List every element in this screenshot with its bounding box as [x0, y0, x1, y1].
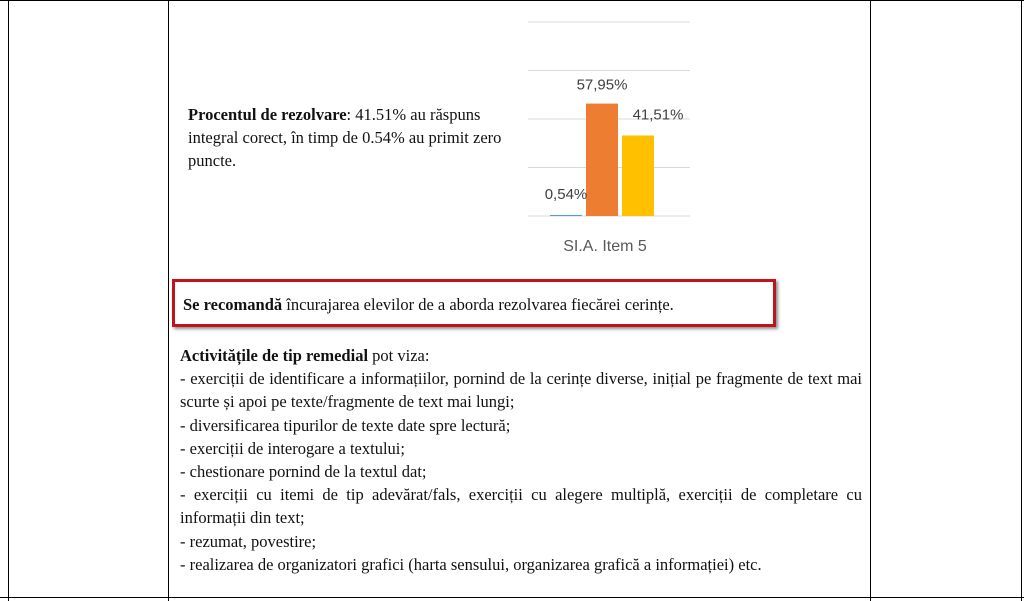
- recommendation-box: [172, 279, 776, 327]
- remedial-activities: [180, 344, 862, 576]
- solve-rate-summary: [188, 103, 518, 172]
- remedial-item: - realizarea de organizatori grafici (harta sensului, organizarea grafică a informației) etc.: [180, 554, 762, 574]
- chart-data-label: 41,51%: [632, 106, 684, 124]
- table-border-col2: [870, 0, 871, 601]
- table-border-bottom: [0, 597, 1024, 598]
- chart-x-label: SI.A. Item 5: [563, 238, 647, 255]
- remedial-heading-rest: pot viza:: [368, 346, 430, 365]
- chart-data-label: 57,95%: [576, 76, 628, 94]
- chart-bar: [586, 104, 618, 216]
- chart-bar: [622, 135, 654, 216]
- recommendation-rest: încurajarea elevilor de a aborda rezolvarea fiecărei cerințe.: [282, 295, 674, 314]
- recommendation-bold: Se recomandă: [183, 295, 283, 314]
- remedial-item: - exerciții de identificare a informațiilor, pornind de la cerințe diverse, inițial pe fragmente de text mai scurte și apoi pe texte/fragmente de text mai lungi;: [180, 369, 862, 412]
- remedial-item: - chestionare pornind de la textul dat;: [180, 462, 427, 482]
- remedial-heading: [180, 344, 862, 367]
- solve-rate-text: : 41.51% au răspuns integral corect, în timp de 0.54% au primit zero puncte.: [188, 105, 502, 170]
- table-border-right: [1021, 0, 1022, 601]
- remedial-item: - diversificarea tipurilor de texte date spre lectură;: [180, 415, 511, 435]
- solve-rate-label: Procentul de rezolvare: [188, 105, 347, 124]
- table-border-top: [0, 0, 1024, 1]
- chart-bar: [550, 215, 582, 216]
- table-border-left: [8, 0, 9, 601]
- remedial-heading-bold: Activitățile de tip remedial: [180, 346, 369, 365]
- bar-chart: [520, 0, 700, 270]
- recommendation-text: [183, 295, 674, 315]
- remedial-item: - rezumat, povestire;: [180, 531, 317, 551]
- table-border-col1: [168, 0, 169, 601]
- chart-data-label: 0,54%: [544, 185, 588, 203]
- remedial-item: - exerciții cu itemi de tip adevărat/fals, exerciții cu alegere multiplă, exerciții de completare cu informații din text;: [180, 485, 862, 528]
- remedial-item: - exerciții de interogare a textului;: [180, 438, 405, 458]
